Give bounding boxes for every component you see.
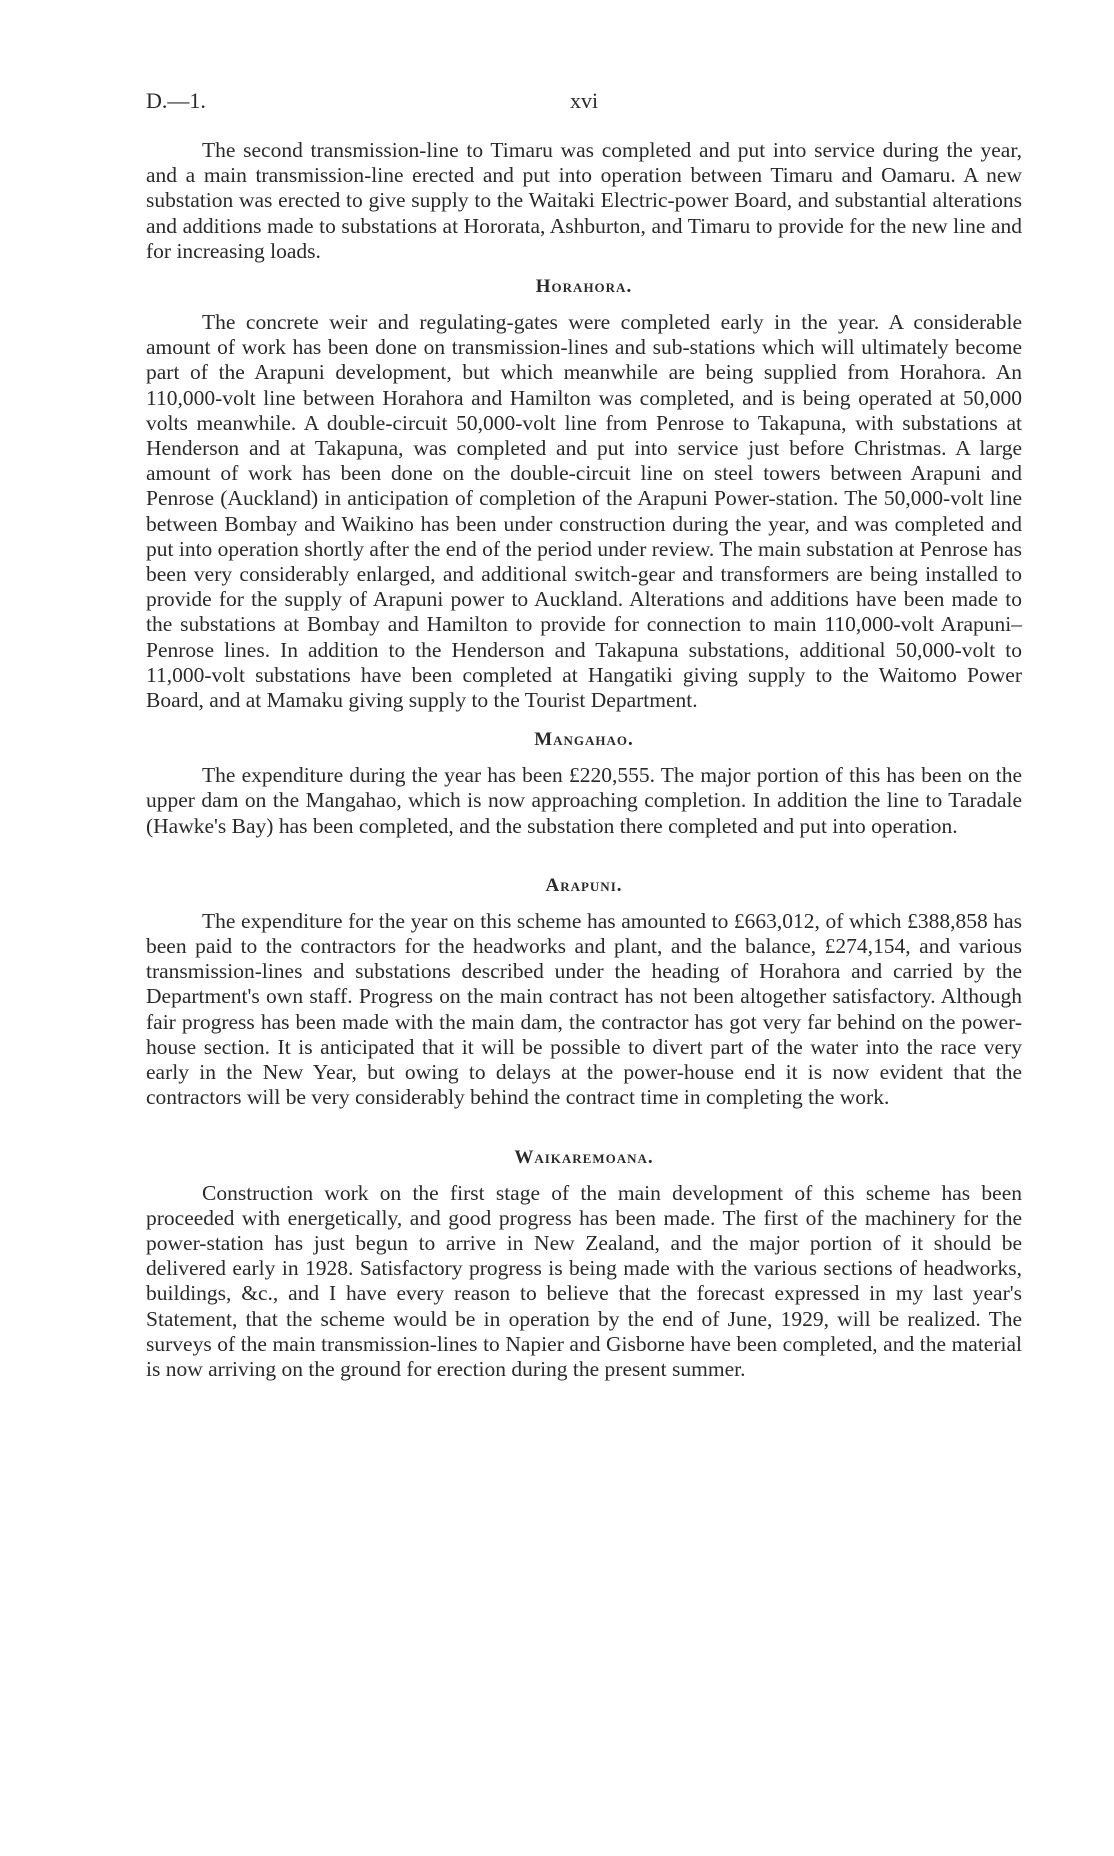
section-heading-waikaremoana: Waikaremoana. <box>514 1146 654 1168</box>
arapuni-paragraph: The expenditure for the year on this scheme has amounted to £663,012, of which £388,858 has been paid to the contractors for the headworks and plant, and the balance, £274,154, and various transmission-lines and substations described under the heading of Horahora and carried by the Department's own staff. Progress on the main contract has not been altogether satisfactory. Although fair progress has been made with the main dam, the contractor has got very far behind on the power-house section. It is anticipated that it will be possible to divert part of the water into the race very early in the New Year, but owing to delays at the power-house end it is now evident that the contractors will be very considerably behind the contract time in completing the work. <box>146 908 1022 1110</box>
page-header <box>146 88 1022 118</box>
page-number: xvi <box>569 88 599 113</box>
horahora-paragraph: The concrete weir and regulating-gates were completed early in the year. A considerable amount of work has been done on transmission-lines and sub-stations which will ultimately become part of the Arapuni development, but which meanwhile are being supplied from Horahora. An 110,000-volt line between Horahora and Hamilton was completed, and is being operated at 50,000 volts meanwhile. A double-circuit 50,000-volt line from Penrose to Takapuna, with substations at Henderson and at Takapuna, was completed and put into service just before Christmas. A large amount of work has been done on the double-circuit line on steel towers between Arapuni and Penrose (Auckland) in anticipation of completion of the Arapuni Power-station. The 50,000-volt line between Bombay and Waikino has been under construction during the year, and was completed and put into operation shortly after the end of the period under review. The main substation at Penrose has been very considerably enlarged, and additional switch-gear and transformers are being installed to provide for the supply of Arapuni power to Auckland. Alterations and additions have been made to the substations at Bombay and Hamilton to provide for connection to main 110,000-volt Arapuni–Penrose lines. In addition to the Henderson and Takapuna substations, additional 50,000-volt to 11,000-volt substations have been completed at Hangatiki giving supply to the Waitomo Power Board, and at Mamaku giving supply to the Tourist Department. <box>146 310 1022 713</box>
section-heading-mangahao: Mangahao. <box>534 729 634 751</box>
section-heading-horahora: Horahora. <box>535 276 633 298</box>
section-heading-arapuni: Arapuni. <box>545 874 623 896</box>
mangahao-paragraph: The expenditure during the year has been £220,555. The major portion of this has been on the upper dam on the Mangahao, which is now approaching completion. In addition the line to Taradale (Hawke's Bay) has been completed, and the substation there completed and put into operation. <box>146 763 1022 838</box>
page-body <box>146 138 1022 1382</box>
waikaremoana-paragraph: Construction work on the first stage of the main development of this scheme has been proceeded with energetically, and good progress has been made. The first of the machinery for the power-station has just begun to arrive in New Zealand, and the major portion of it should be delivered early in 1928. Satisfactory progress is being made with the various sections of headworks, buildings, &c., and I have every reason to believe that the forecast expressed in my last year's Statement, that the scheme would be in operation by the end of June, 1929, will be realized. The surveys of the main transmission-lines to Napier and Gisborne have been completed, and the material is now arriving on the ground for erection during the present summer. <box>146 1180 1022 1381</box>
document-reference: D.—1. <box>146 88 206 113</box>
intro-paragraph: The second transmission-line to Timaru was completed and put into service during the year, and a main transmission-line erected and put into operation between Timaru and Oamaru. A new substation was erected to give supply to the Waitaki Electric-power Board, and substantial alterations and additions made to substations at Hororata, Ashburton, and Timaru to provide for the new line and for increasing loads. <box>146 138 1022 263</box>
